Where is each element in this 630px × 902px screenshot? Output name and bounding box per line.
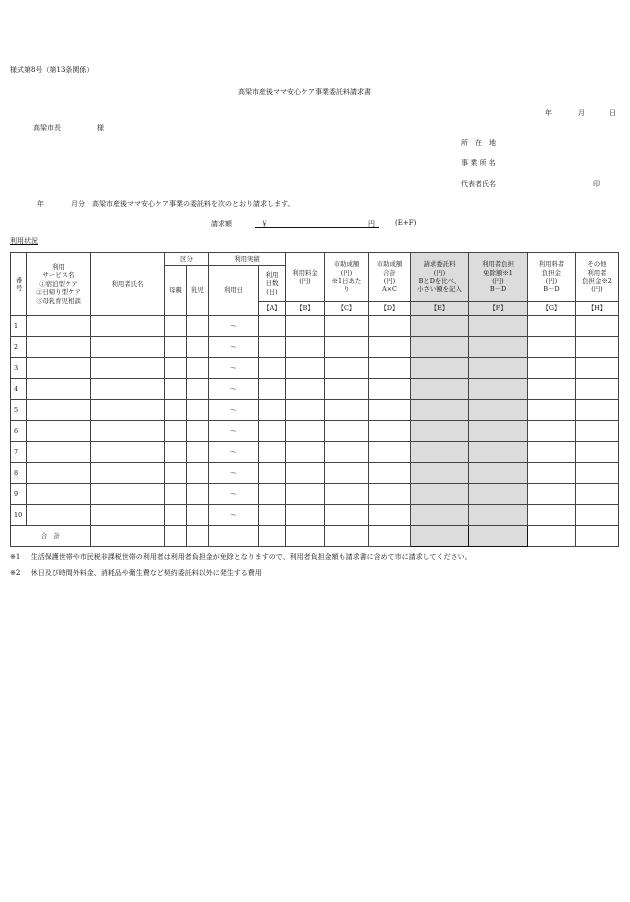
row-number: 5 bbox=[11, 400, 27, 421]
row-cell bbox=[576, 316, 619, 337]
total-cell bbox=[369, 526, 411, 547]
row-cell bbox=[369, 358, 411, 379]
table-row bbox=[11, 316, 619, 337]
row-cell bbox=[576, 358, 619, 379]
row-cell bbox=[325, 337, 369, 358]
statement-year: 年 bbox=[37, 200, 44, 208]
code-g: 【G】 bbox=[528, 302, 576, 316]
row-date-tilde: ～ bbox=[209, 484, 259, 505]
row-number: 6 bbox=[11, 421, 27, 442]
row-cell bbox=[27, 358, 91, 379]
header-infant: 乳児 bbox=[187, 266, 209, 316]
header-category: 区分 bbox=[165, 253, 209, 266]
row-cell bbox=[286, 358, 325, 379]
row-cell bbox=[187, 379, 209, 400]
row-date-tilde: ～ bbox=[209, 379, 259, 400]
row-cell bbox=[528, 442, 576, 463]
row-cell bbox=[411, 463, 469, 484]
table-row bbox=[11, 400, 619, 421]
usage-title: 利用状況 bbox=[10, 237, 38, 245]
row-cell bbox=[411, 484, 469, 505]
address-label: 所 在 地 bbox=[461, 139, 496, 147]
header-service: 利用 サービス名 ①宿泊型ケア ②日帰り型ケア ③母乳育児相談 bbox=[27, 253, 91, 316]
table-row bbox=[11, 463, 619, 484]
row-number: 7 bbox=[11, 442, 27, 463]
row-cell bbox=[369, 484, 411, 505]
row-date-tilde: ～ bbox=[209, 337, 259, 358]
row-cell bbox=[187, 337, 209, 358]
row-cell bbox=[91, 379, 165, 400]
code-d: 【D】 bbox=[369, 302, 411, 316]
row-cell bbox=[411, 505, 469, 526]
row-date-tilde: ～ bbox=[209, 505, 259, 526]
header-mother: 母親 bbox=[165, 266, 187, 316]
row-cell bbox=[576, 337, 619, 358]
representative-label: 代表者氏名 bbox=[461, 180, 496, 188]
row-cell bbox=[165, 442, 187, 463]
row-cell bbox=[187, 442, 209, 463]
row-cell bbox=[528, 358, 576, 379]
row-cell bbox=[27, 442, 91, 463]
row-cell bbox=[165, 484, 187, 505]
row-cell bbox=[469, 337, 528, 358]
header-date: 利用日 bbox=[209, 266, 259, 316]
row-cell bbox=[27, 463, 91, 484]
row-cell bbox=[259, 316, 286, 337]
request-formula: (E+F) bbox=[395, 219, 417, 227]
row-cell bbox=[259, 358, 286, 379]
row-cell bbox=[91, 484, 165, 505]
row-cell bbox=[286, 337, 325, 358]
table-row bbox=[11, 379, 619, 400]
row-cell bbox=[91, 421, 165, 442]
row-cell bbox=[165, 463, 187, 484]
row-cell bbox=[369, 505, 411, 526]
row-cell bbox=[528, 379, 576, 400]
row-cell bbox=[165, 400, 187, 421]
code-c: 【C】 bbox=[325, 302, 369, 316]
row-cell bbox=[325, 484, 369, 505]
row-cell bbox=[259, 442, 286, 463]
header-actual: 利用実績 bbox=[209, 253, 286, 266]
row-cell bbox=[91, 505, 165, 526]
row-date-tilde: ～ bbox=[209, 400, 259, 421]
row-cell bbox=[469, 505, 528, 526]
row-cell bbox=[411, 379, 469, 400]
note-2-text: 休日及び時間外料金、消耗品や衛生費など契約委託料以外に発生する費用 bbox=[30, 569, 262, 577]
row-cell bbox=[528, 421, 576, 442]
code-b: 【B】 bbox=[286, 302, 325, 316]
row-cell bbox=[187, 463, 209, 484]
row-cell bbox=[165, 337, 187, 358]
row-cell bbox=[286, 442, 325, 463]
date-month: 月 bbox=[578, 109, 585, 117]
row-cell bbox=[411, 337, 469, 358]
code-f: 【F】 bbox=[469, 302, 528, 316]
row-cell bbox=[325, 379, 369, 400]
row-cell bbox=[187, 505, 209, 526]
row-cell bbox=[165, 421, 187, 442]
row-cell bbox=[187, 421, 209, 442]
row-date-tilde: ～ bbox=[209, 358, 259, 379]
row-cell bbox=[27, 421, 91, 442]
row-cell bbox=[187, 358, 209, 379]
code-a: 【A】 bbox=[259, 302, 286, 316]
total-exempt bbox=[469, 526, 528, 547]
row-cell bbox=[259, 505, 286, 526]
row-cell bbox=[259, 484, 286, 505]
row-cell bbox=[187, 484, 209, 505]
row-number: 8 bbox=[11, 463, 27, 484]
header-request-fee: 請求委託料 (円) BとDを比べ、 小さい額を記入 bbox=[411, 253, 469, 302]
row-number: 10 bbox=[11, 505, 27, 526]
row-cell bbox=[27, 505, 91, 526]
header-other: その他 利用者 負担金※2 (円) bbox=[576, 253, 619, 302]
row-cell bbox=[469, 358, 528, 379]
row-cell bbox=[91, 316, 165, 337]
row-cell bbox=[91, 400, 165, 421]
row-cell bbox=[576, 400, 619, 421]
row-cell bbox=[286, 484, 325, 505]
note-1-text: 生活保護世帯や市民税非課税世帯の利用者は利用者負担金が免除となりますので、利用者負担金額も請求書に含めて市に請求してください。 bbox=[30, 553, 472, 561]
row-cell bbox=[369, 442, 411, 463]
row-cell bbox=[369, 337, 411, 358]
note-1-mark: ※1 bbox=[10, 553, 21, 561]
row-cell bbox=[325, 505, 369, 526]
table-row bbox=[11, 358, 619, 379]
row-cell bbox=[576, 484, 619, 505]
row-cell bbox=[27, 484, 91, 505]
row-cell bbox=[27, 337, 91, 358]
row-cell bbox=[325, 358, 369, 379]
total-label: 合 計 bbox=[11, 526, 91, 547]
row-cell bbox=[411, 421, 469, 442]
total-cell bbox=[209, 526, 259, 547]
row-cell bbox=[576, 421, 619, 442]
row-cell bbox=[469, 379, 528, 400]
row-cell bbox=[411, 400, 469, 421]
total-cell bbox=[187, 526, 209, 547]
header-burden: 利用料者 負担金 (円) B－D bbox=[528, 253, 576, 302]
statement-month: 月分 bbox=[71, 200, 85, 208]
row-cell bbox=[469, 484, 528, 505]
code-h: 【H】 bbox=[576, 302, 619, 316]
row-cell bbox=[259, 463, 286, 484]
row-cell bbox=[165, 316, 187, 337]
total-cell bbox=[165, 526, 187, 547]
row-cell bbox=[469, 421, 528, 442]
row-cell bbox=[469, 400, 528, 421]
row-cell bbox=[187, 316, 209, 337]
request-label: 請求額 bbox=[211, 220, 232, 228]
usage-table bbox=[10, 252, 619, 547]
total-cell bbox=[259, 526, 286, 547]
row-cell bbox=[369, 379, 411, 400]
total-cell bbox=[576, 526, 619, 547]
row-cell bbox=[286, 379, 325, 400]
row-date-tilde: ～ bbox=[209, 316, 259, 337]
row-cell bbox=[528, 505, 576, 526]
date-day: 日 bbox=[609, 109, 616, 117]
row-cell bbox=[325, 463, 369, 484]
row-date-tilde: ～ bbox=[209, 463, 259, 484]
note-1 bbox=[10, 552, 472, 562]
header-days: 利用 日数 (日) bbox=[259, 266, 286, 302]
table-row bbox=[11, 337, 619, 358]
row-cell bbox=[469, 463, 528, 484]
row-cell bbox=[411, 358, 469, 379]
header-fee: 利用料金 (円) bbox=[286, 253, 325, 302]
row-cell bbox=[576, 379, 619, 400]
row-cell bbox=[325, 421, 369, 442]
row-cell bbox=[286, 400, 325, 421]
row-cell bbox=[27, 379, 91, 400]
row-cell bbox=[259, 379, 286, 400]
table-row bbox=[11, 484, 619, 505]
row-number: 9 bbox=[11, 484, 27, 505]
header-exempt: 利用者負担 免除額※1 (円) B－D bbox=[469, 253, 528, 302]
total-cell bbox=[325, 526, 369, 547]
row-cell bbox=[411, 442, 469, 463]
row-cell bbox=[325, 442, 369, 463]
row-cell bbox=[576, 442, 619, 463]
document-title: 高梁市産後ママ安心ケア事業委託料請求書 bbox=[238, 88, 371, 96]
row-number: 2 bbox=[11, 337, 27, 358]
row-cell bbox=[286, 463, 325, 484]
office-label: 事 業 所 名 bbox=[461, 159, 496, 167]
row-cell bbox=[165, 505, 187, 526]
request-amount-line bbox=[255, 227, 379, 228]
row-cell bbox=[165, 358, 187, 379]
note-2-mark: ※2 bbox=[10, 569, 21, 577]
table-row bbox=[11, 421, 619, 442]
row-cell bbox=[325, 400, 369, 421]
addressee-honorific: 様 bbox=[97, 124, 104, 132]
row-cell bbox=[369, 421, 411, 442]
table-row bbox=[11, 442, 619, 463]
row-cell bbox=[528, 484, 576, 505]
total-cell bbox=[286, 526, 325, 547]
row-cell bbox=[528, 337, 576, 358]
row-date-tilde: ～ bbox=[209, 442, 259, 463]
row-cell bbox=[187, 400, 209, 421]
total-cell bbox=[91, 526, 165, 547]
row-cell bbox=[411, 316, 469, 337]
note-2 bbox=[10, 568, 262, 578]
seal-mark: 印 bbox=[593, 180, 600, 188]
request-unit: 円 bbox=[368, 220, 375, 228]
row-cell bbox=[528, 400, 576, 421]
header-subsidy: 市助成額 (円) ※1日あた り bbox=[325, 253, 369, 302]
header-subsidy-total: 市助成額 合計 (円) A×C bbox=[369, 253, 411, 302]
row-cell bbox=[259, 400, 286, 421]
total-cell bbox=[528, 526, 576, 547]
row-cell bbox=[469, 316, 528, 337]
total-request-fee bbox=[411, 526, 469, 547]
header-number: 番号 bbox=[11, 253, 27, 316]
date-year: 年 bbox=[545, 109, 552, 117]
row-cell bbox=[369, 463, 411, 484]
table-row bbox=[11, 505, 619, 526]
row-cell bbox=[91, 358, 165, 379]
row-cell bbox=[286, 421, 325, 442]
row-cell bbox=[286, 316, 325, 337]
row-cell bbox=[165, 379, 187, 400]
row-cell bbox=[369, 400, 411, 421]
row-cell bbox=[259, 421, 286, 442]
row-cell bbox=[27, 316, 91, 337]
row-date-tilde: ～ bbox=[209, 421, 259, 442]
row-number: 3 bbox=[11, 358, 27, 379]
row-cell bbox=[576, 505, 619, 526]
row-cell bbox=[576, 463, 619, 484]
row-cell bbox=[369, 316, 411, 337]
addressee-name: 高梁市長 bbox=[33, 124, 61, 132]
row-cell bbox=[91, 337, 165, 358]
row-number: 1 bbox=[11, 316, 27, 337]
row-cell bbox=[469, 442, 528, 463]
row-cell bbox=[27, 400, 91, 421]
request-yen: ￥ bbox=[261, 220, 268, 228]
row-cell bbox=[325, 316, 369, 337]
code-e: 【E】 bbox=[411, 302, 469, 316]
row-cell bbox=[91, 463, 165, 484]
row-cell bbox=[259, 337, 286, 358]
form-id: 様式第8号（第13条関係） bbox=[10, 66, 94, 74]
statement-text: 高梁市産後ママ安心ケア事業の委託料を次のとおり請求します。 bbox=[92, 200, 295, 208]
row-cell bbox=[528, 316, 576, 337]
row-cell bbox=[91, 442, 165, 463]
row-cell bbox=[528, 463, 576, 484]
row-number: 4 bbox=[11, 379, 27, 400]
row-cell bbox=[286, 505, 325, 526]
header-user-name: 利用者氏名 bbox=[91, 253, 165, 316]
